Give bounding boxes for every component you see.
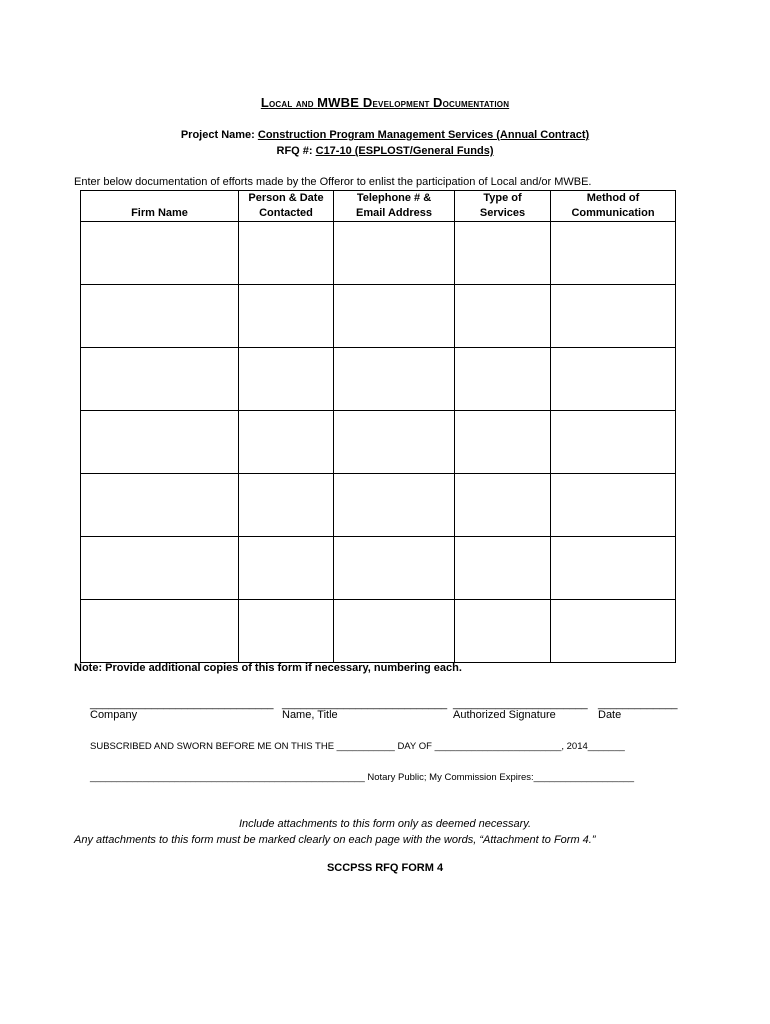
table-cell[interactable] xyxy=(334,600,455,663)
table-cell[interactable] xyxy=(334,474,455,537)
subscribed-sworn-line[interactable]: SUBSCRIBED AND SWORN BEFORE ME ON THIS THE ___________ DAY OF ________________________, 2014_______ xyxy=(90,741,625,752)
table-cell[interactable] xyxy=(239,537,334,600)
rfq-number xyxy=(0,145,770,157)
table-cell[interactable] xyxy=(239,285,334,348)
form-identifier: SCCPSS RFQ FORM 4 xyxy=(326,862,444,874)
table-header-row xyxy=(81,191,676,222)
notary-public-line[interactable]: ____________________________________________________ Notary Public; My Commission Expires:___________________ xyxy=(90,772,635,783)
header-method-communication: Method of Communication xyxy=(551,191,676,222)
header-firm-name: Firm Name xyxy=(81,191,239,222)
note-text: Note: Provide additional copies of this form if necessary, numbering each. xyxy=(74,662,462,674)
table-row xyxy=(81,222,676,285)
header-type-services: Type of Services xyxy=(455,191,551,222)
form-title: Local and MWBE Development Documentation xyxy=(260,95,510,110)
table-cell[interactable] xyxy=(334,285,455,348)
table-cell[interactable] xyxy=(551,537,676,600)
documentation-table xyxy=(80,190,676,663)
table-cell[interactable] xyxy=(81,222,239,285)
instructions-text: Enter below documentation of efforts made by the Offeror to enlist the participation of Local and/or MWBE. xyxy=(74,176,592,188)
table-cell[interactable] xyxy=(334,348,455,411)
table-cell[interactable] xyxy=(239,222,334,285)
table-cell[interactable] xyxy=(239,348,334,411)
table-cell[interactable] xyxy=(239,411,334,474)
table-cell[interactable] xyxy=(455,600,551,663)
table-cell[interactable] xyxy=(239,474,334,537)
table-cell[interactable] xyxy=(455,474,551,537)
table-cell[interactable] xyxy=(334,537,455,600)
table-cell[interactable] xyxy=(81,411,239,474)
table-cell[interactable] xyxy=(455,537,551,600)
attachment-marking-text: Any attachments to this form must be marked clearly on each page with the words, “Attachment to Form 4.” xyxy=(74,834,596,846)
project-name xyxy=(0,129,770,141)
table-row xyxy=(81,600,676,663)
authorized-signature-line[interactable]: ______________________ xyxy=(453,698,588,710)
table-cell[interactable] xyxy=(334,222,455,285)
name-title-label: Name, Title xyxy=(282,709,338,721)
table-row xyxy=(81,474,676,537)
table-row xyxy=(81,348,676,411)
company-label: Company xyxy=(90,709,138,721)
date-label: Date xyxy=(598,709,622,721)
table-cell[interactable] xyxy=(81,285,239,348)
table-row xyxy=(81,285,676,348)
table-cell[interactable] xyxy=(551,222,676,285)
table-cell[interactable] xyxy=(81,600,239,663)
project-name-value: Construction Program Management Services (Annual Contract) xyxy=(257,129,590,141)
rfq-value: C17-10 (ESPLOST/General Funds) xyxy=(315,145,494,157)
table-cell[interactable] xyxy=(455,222,551,285)
authorized-signature-label: Authorized Signature xyxy=(453,709,556,721)
table-cell[interactable] xyxy=(455,348,551,411)
table-cell[interactable] xyxy=(455,285,551,348)
table-cell[interactable] xyxy=(455,411,551,474)
header-telephone-email: Telephone # & Email Address xyxy=(334,191,455,222)
table-row xyxy=(81,537,676,600)
project-name-label: Project Name: xyxy=(180,129,258,141)
rfq-label: RFQ #: xyxy=(276,145,316,157)
table-cell[interactable] xyxy=(81,474,239,537)
table-row xyxy=(81,411,676,474)
table-cell[interactable] xyxy=(81,537,239,600)
include-attachments-text: Include attachments to this form only as deemed necessary. xyxy=(238,818,532,830)
header-person-date: Person & Date Contacted xyxy=(239,191,334,222)
table-cell[interactable] xyxy=(551,285,676,348)
table-cell[interactable] xyxy=(334,411,455,474)
name-title-signature-line[interactable]: ___________________________ xyxy=(282,698,448,710)
table-cell[interactable] xyxy=(239,600,334,663)
company-signature-line[interactable]: ______________________________ xyxy=(90,698,274,710)
table-cell[interactable] xyxy=(551,600,676,663)
table-cell[interactable] xyxy=(551,474,676,537)
date-signature-line[interactable]: _____________ xyxy=(598,698,678,710)
table-cell[interactable] xyxy=(551,411,676,474)
table-cell[interactable] xyxy=(551,348,676,411)
table-cell[interactable] xyxy=(81,348,239,411)
